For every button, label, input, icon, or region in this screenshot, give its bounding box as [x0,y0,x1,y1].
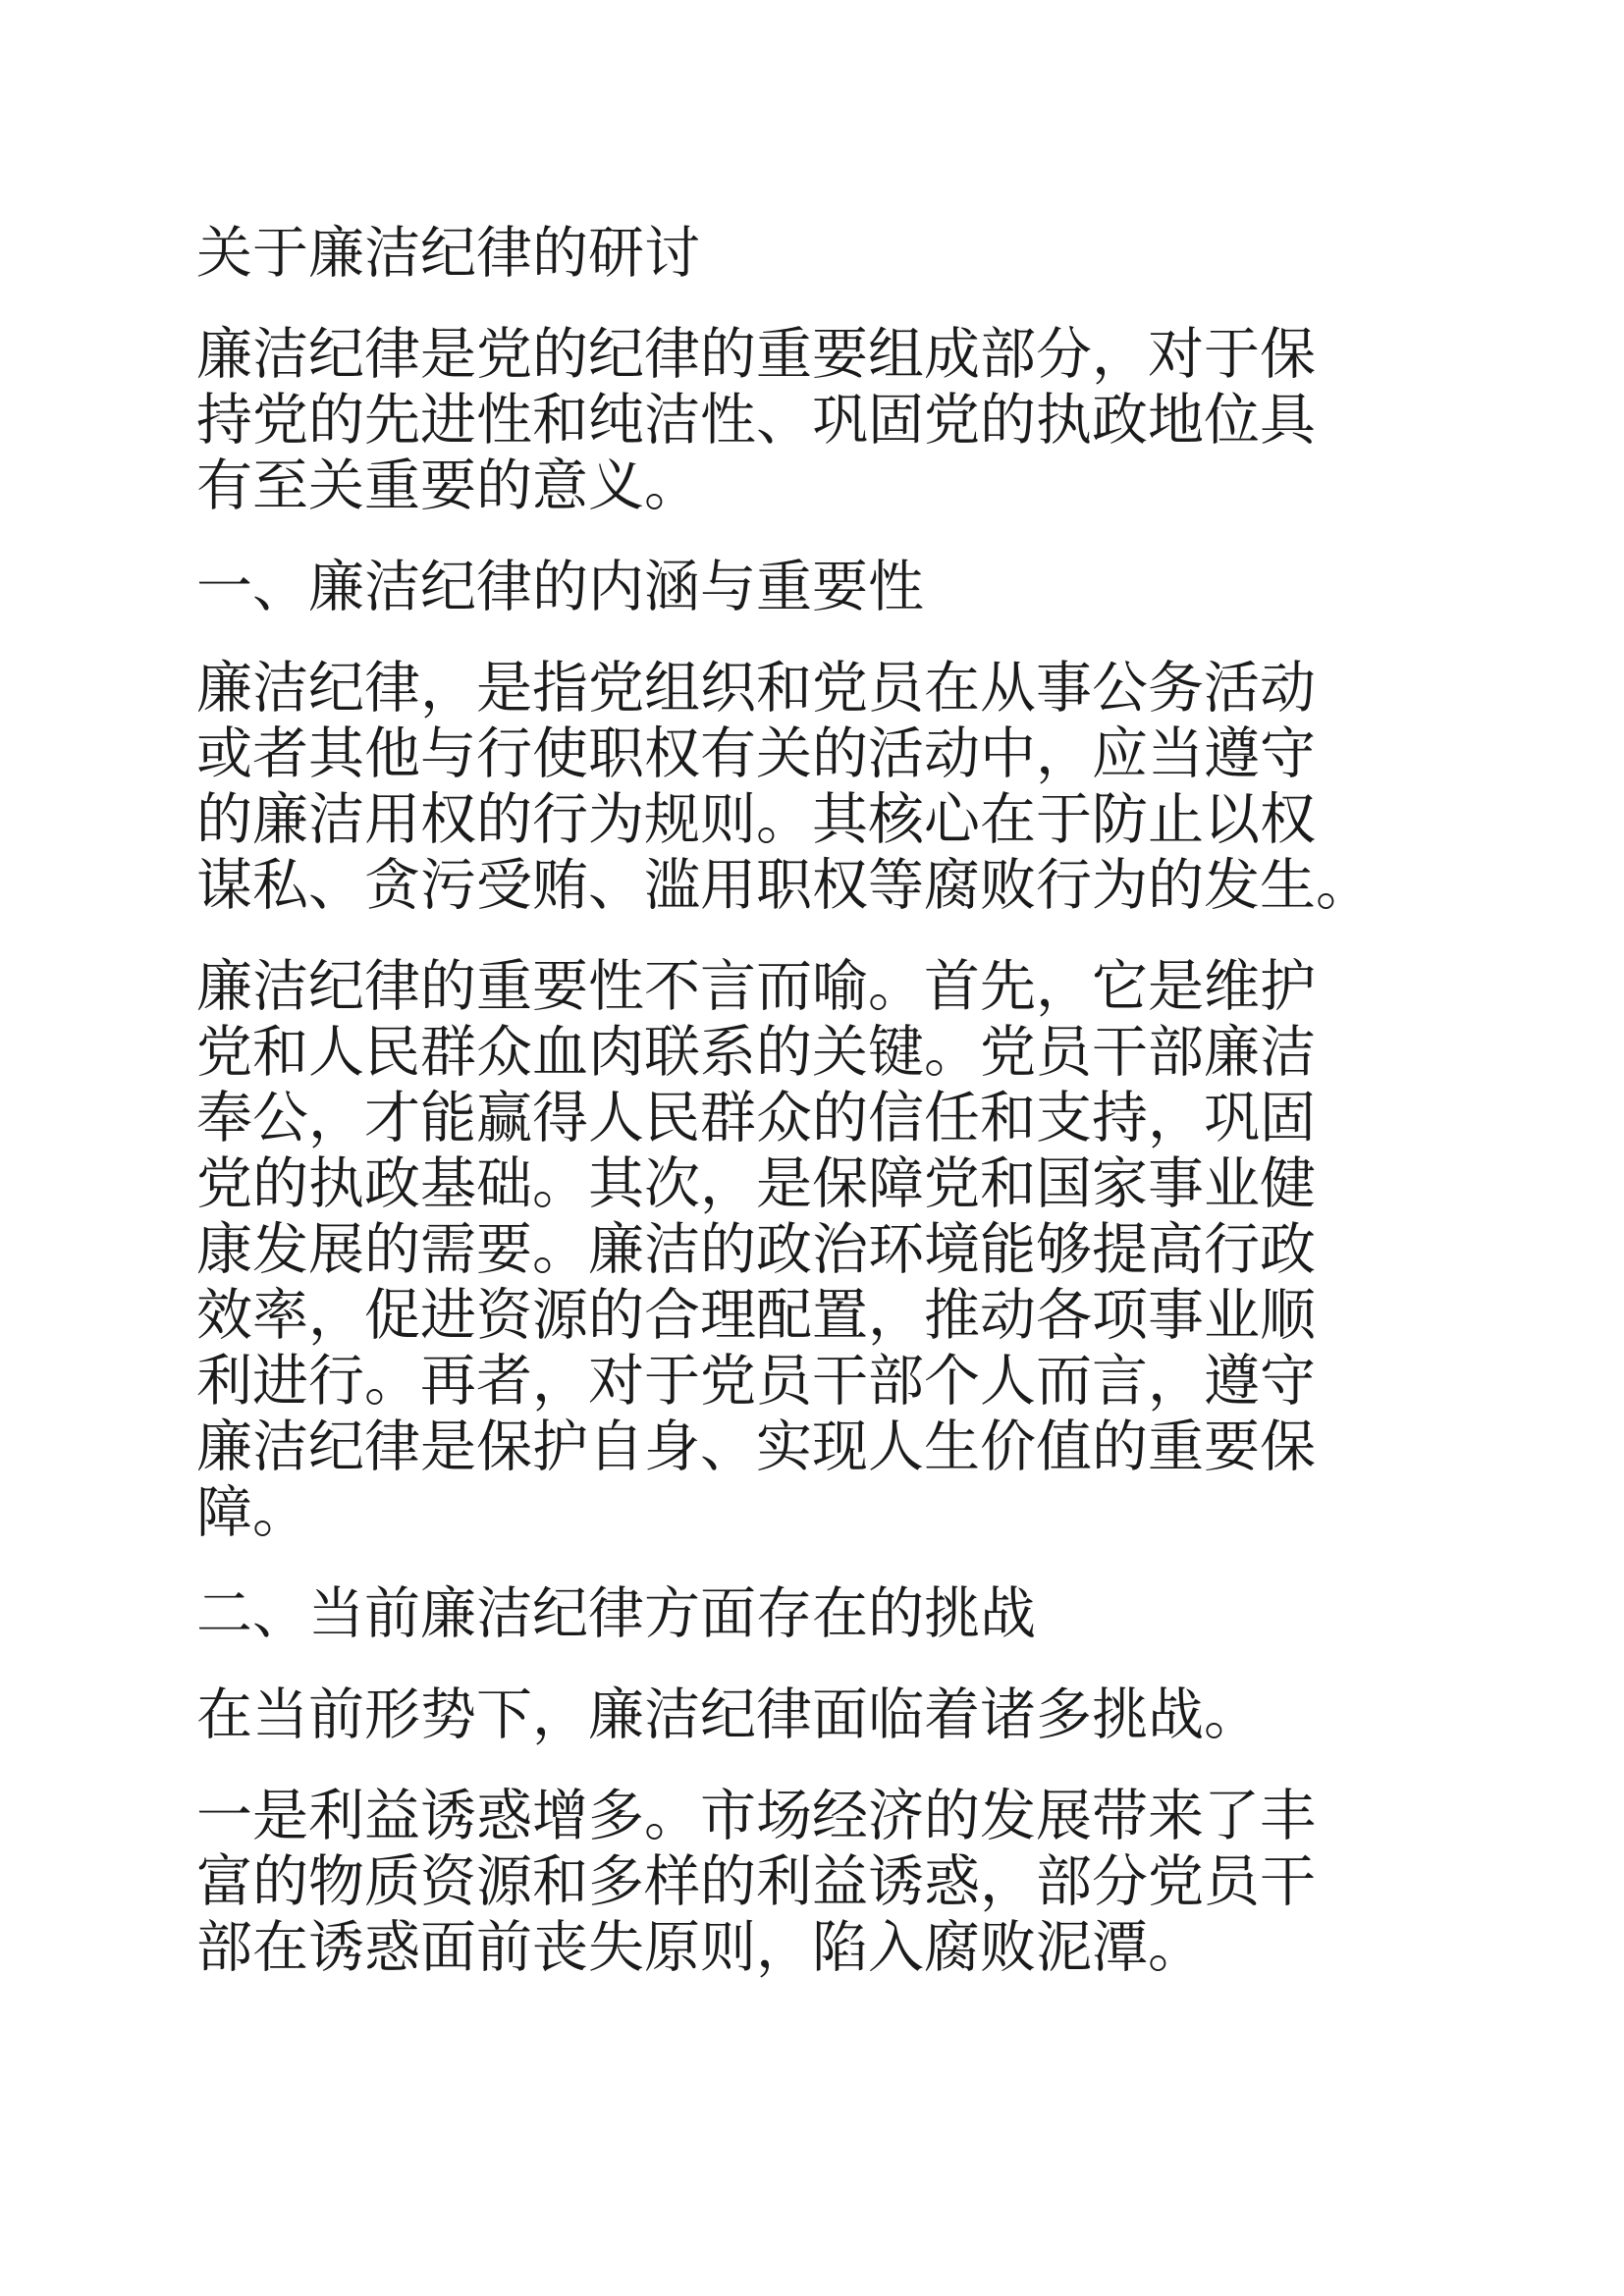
paragraph-line: 障。 [196,1480,308,1545]
section-1-paragraph-1 [196,656,1414,919]
paragraph-line: 在当前形势下，廉洁纪律面临着诸多挑战。 [196,1682,1260,1747]
paragraph-line: 党和人民群众血肉联系的关键。党员干部廉洁 [196,1020,1316,1085]
paragraph-line: 有至关重要的意义。 [196,454,700,518]
paragraph-line: 部在诱惑面前丧失原则，陷入腐败泥潭。 [196,1915,1204,1980]
paragraph-line: 或者其他与行使职权有关的活动中，应当遵守 [196,721,1316,786]
paragraph-line: 谋私、贪污受贿、滥用职权等腐败行为的发生。 [196,853,1372,918]
section-2-paragraph-1 [196,1682,1414,1748]
paragraph-line: 康发展的需要。廉洁的政治环境能够提高行政 [196,1217,1316,1282]
paragraph-line: 廉洁纪律是保护自身、实现人生价值的重要保 [196,1415,1316,1479]
paragraph-line: 廉洁纪律，是指党组织和党员在从事公务活动 [196,656,1316,721]
paragraph-line: 一是利益诱惑增多。市场经济的发展带来了丰 [196,1784,1316,1848]
section-1-paragraph-2 [196,954,1414,1546]
paragraph-line: 奉公，才能赢得人民群众的信任和支持，巩固 [196,1086,1316,1150]
paragraph-line: 廉洁纪律是党的纪律的重要组成部分，对于保 [196,322,1316,387]
section-1-heading: 一、廉洁纪律的内涵与重要性 [196,555,924,619]
document-body [196,221,1414,2016]
paragraph-line: 利进行。再者，对于党员干部个人而言，遵守 [196,1349,1316,1414]
section-2-heading: 二、当前廉洁纪律方面存在的挑战 [196,1581,1036,1646]
paragraph-line: 的廉洁用权的行为规则。其核心在于防止以权 [196,787,1316,852]
section-2-paragraph-2 [196,1784,1414,1981]
intro-paragraph [196,322,1414,519]
paragraph-line: 党的执政基础。其次，是保障党和国家事业健 [196,1151,1316,1216]
paragraph-line: 持党的先进性和纯洁性、巩固党的执政地位具 [196,388,1316,453]
paragraph-line: 廉洁纪律的重要性不言而喻。首先，它是维护 [196,954,1316,1019]
paragraph-line: 富的物质资源和多样的利益诱惑，部分党员干 [196,1849,1316,1914]
paragraph-line: 效率，促进资源的合理配置，推动各项事业顺 [196,1283,1316,1348]
document-title: 关于廉洁纪律的研讨 [196,221,700,286]
